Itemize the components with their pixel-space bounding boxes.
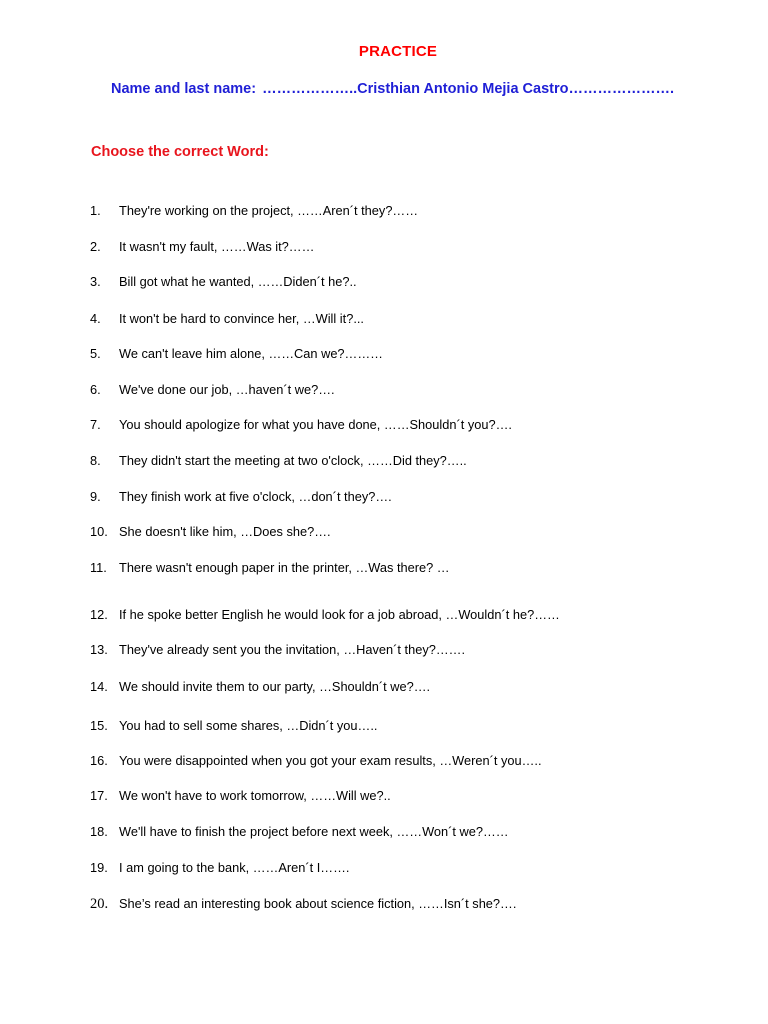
question-item [90,489,392,507]
question-text: We won't have to work tomorrow, ……Will we?.. [119,788,391,803]
question-text: She’s read an interesting book about science fiction, ……Isn´t she?…. [119,896,517,911]
name-line [111,81,674,97]
question-text: There wasn't enough paper in the printer, …Was there? … [119,560,450,575]
question-number: 1. [90,203,101,218]
question-item [90,679,430,697]
question-item [90,642,465,660]
question-number: 9. [90,489,101,504]
question-text: You were disappointed when you got your exam results, …Weren´t you….. [119,753,542,768]
question-number: 18. [90,824,108,839]
name-value: ………………..Cristhian Antonio Mejia Castro…………………. [262,81,674,97]
question-item [90,417,512,435]
question-number: 2. [90,239,101,254]
question-number: 13. [90,642,108,657]
question-item [90,311,364,329]
question-number: 11. [90,560,107,575]
question-number: 8. [90,453,101,468]
question-text: I am going to the bank, ……Aren´t I……. [119,860,350,875]
question-item [90,753,542,771]
question-item [90,382,335,400]
question-number: 20. [90,896,109,912]
question-number: 14. [90,679,108,694]
question-item [90,524,331,542]
question-text: It wasn't my fault, ……Was it?…… [119,239,315,254]
name-label: Name and last name: [111,81,257,97]
question-number: 16. [90,753,108,768]
question-item [90,560,450,578]
question-text: It won't be hard to convince her, …Will it?... [119,311,364,326]
question-item [90,453,467,471]
question-text: They didn't start the meeting at two o'clock, ……Did they?….. [119,453,467,468]
question-number: 4. [90,311,101,326]
question-text: We can't leave him alone, ……Can we?……… [119,346,383,361]
question-text: We should invite them to our party, …Shouldn´t we?…. [119,679,431,694]
question-number: 15. [90,718,108,733]
question-text: They finish work at five o'clock, …don´t they?…. [119,489,392,504]
question-item [90,203,418,221]
question-item [90,788,391,806]
question-number: 5. [90,346,101,361]
question-item [90,718,377,736]
question-text: She doesn't like him, …Does she?…. [119,524,331,539]
question-number: 7. [90,417,101,432]
question-item [90,896,516,914]
question-text: If he spoke better English he would look for a job abroad, …Wouldn´t he?…… [119,607,560,622]
question-text: They've already sent you the invitation, …Haven´t they?……. [119,642,465,657]
question-number: 6. [90,382,101,397]
question-item [90,824,509,842]
question-text: Bill got what he wanted, ……Diden´t he?.. [119,274,357,289]
question-item [90,860,349,878]
question-item [90,274,357,292]
instruction-heading: Choose the correct Word: [91,144,269,160]
page-title: PRACTICE [358,43,438,60]
question-number: 3. [90,274,101,289]
question-text: They're working on the project, ……Aren´t they?…… [119,203,419,218]
question-number: 19. [90,860,108,875]
question-text: We've done our job, …haven´t we?…. [119,382,335,397]
question-number: 12. [90,607,108,622]
question-number: 10. [90,524,108,539]
question-text: You had to sell some shares, …Didn´t you….. [119,718,378,733]
question-number: 17. [90,788,108,803]
question-item [90,239,314,257]
question-text: We'll have to finish the project before next week, ……Won´t we?…… [119,824,509,839]
question-text: You should apologize for what you have done, ……Shouldn´t you?…. [119,417,512,432]
question-item [90,346,383,364]
question-item [90,607,560,625]
